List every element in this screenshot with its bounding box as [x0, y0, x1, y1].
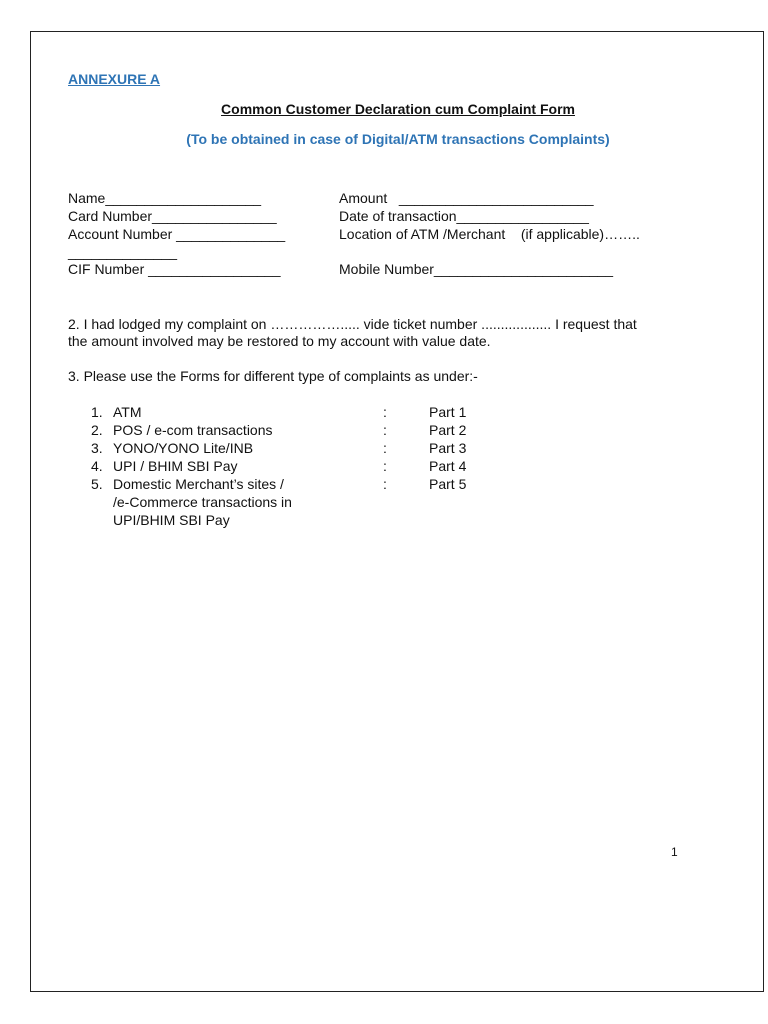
form-subtitle: (To be obtained in case of Digital/ATM transactions Complaints) — [186, 131, 610, 147]
list-number: 5. — [91, 476, 103, 492]
amount-field: Amount _________________________ — [339, 190, 594, 206]
cif-number-field: CIF Number _________________ — [68, 261, 281, 277]
list-label-continued: /e-Commerce transactions in — [113, 494, 292, 510]
list-number: 2. — [91, 422, 103, 438]
list-label: UPI / BHIM SBI Pay — [113, 458, 238, 474]
annexure-heading: ANNEXURE A — [68, 71, 161, 87]
list-label: YONO/YONO Lite/INB — [113, 440, 254, 456]
page-number: 1 — [671, 845, 678, 859]
card-number-field: Card Number________________ — [68, 208, 277, 224]
mobile-number-field: Mobile Number_______________________ — [339, 261, 614, 277]
list-label: ATM — [113, 404, 142, 420]
account-number-field: Account Number ______________ — [68, 226, 286, 242]
list-part: Part 3 — [429, 440, 467, 456]
account-number-field-continued: ______________ — [68, 244, 178, 260]
form-title: Common Customer Declaration cum Complaint Form — [221, 101, 575, 117]
list-colon: : — [383, 404, 387, 420]
location-field: Location of ATM /Merchant (if applicable)…….. — [339, 226, 640, 242]
list-label: POS / e-com transactions — [113, 422, 273, 438]
document-page — [30, 31, 764, 992]
list-number: 4. — [91, 458, 103, 474]
list-colon: : — [383, 458, 387, 474]
list-number: 1. — [91, 404, 103, 420]
list-part: Part 4 — [429, 458, 467, 474]
paragraph-2-line-2: the amount involved may be restored to my account with value date. — [68, 333, 491, 349]
list-colon: : — [383, 422, 387, 438]
list-label: Domestic Merchant’s sites / — [113, 476, 284, 492]
name-field: Name____________________ — [68, 190, 262, 206]
paragraph-3: 3. Please use the Forms for different type of complaints as under:- — [68, 368, 478, 384]
date-of-transaction-field: Date of transaction_________________ — [339, 208, 589, 224]
list-colon: : — [383, 476, 387, 492]
list-colon: : — [383, 440, 387, 456]
list-part: Part 1 — [429, 404, 467, 420]
paragraph-2-line-1: 2. I had lodged my complaint on ……………..... vide ticket number .................. I request that — [68, 316, 637, 332]
list-number: 3. — [91, 440, 103, 456]
list-part: Part 5 — [429, 476, 467, 492]
list-label-continued: UPI/BHIM SBI Pay — [113, 512, 230, 528]
list-part: Part 2 — [429, 422, 467, 438]
